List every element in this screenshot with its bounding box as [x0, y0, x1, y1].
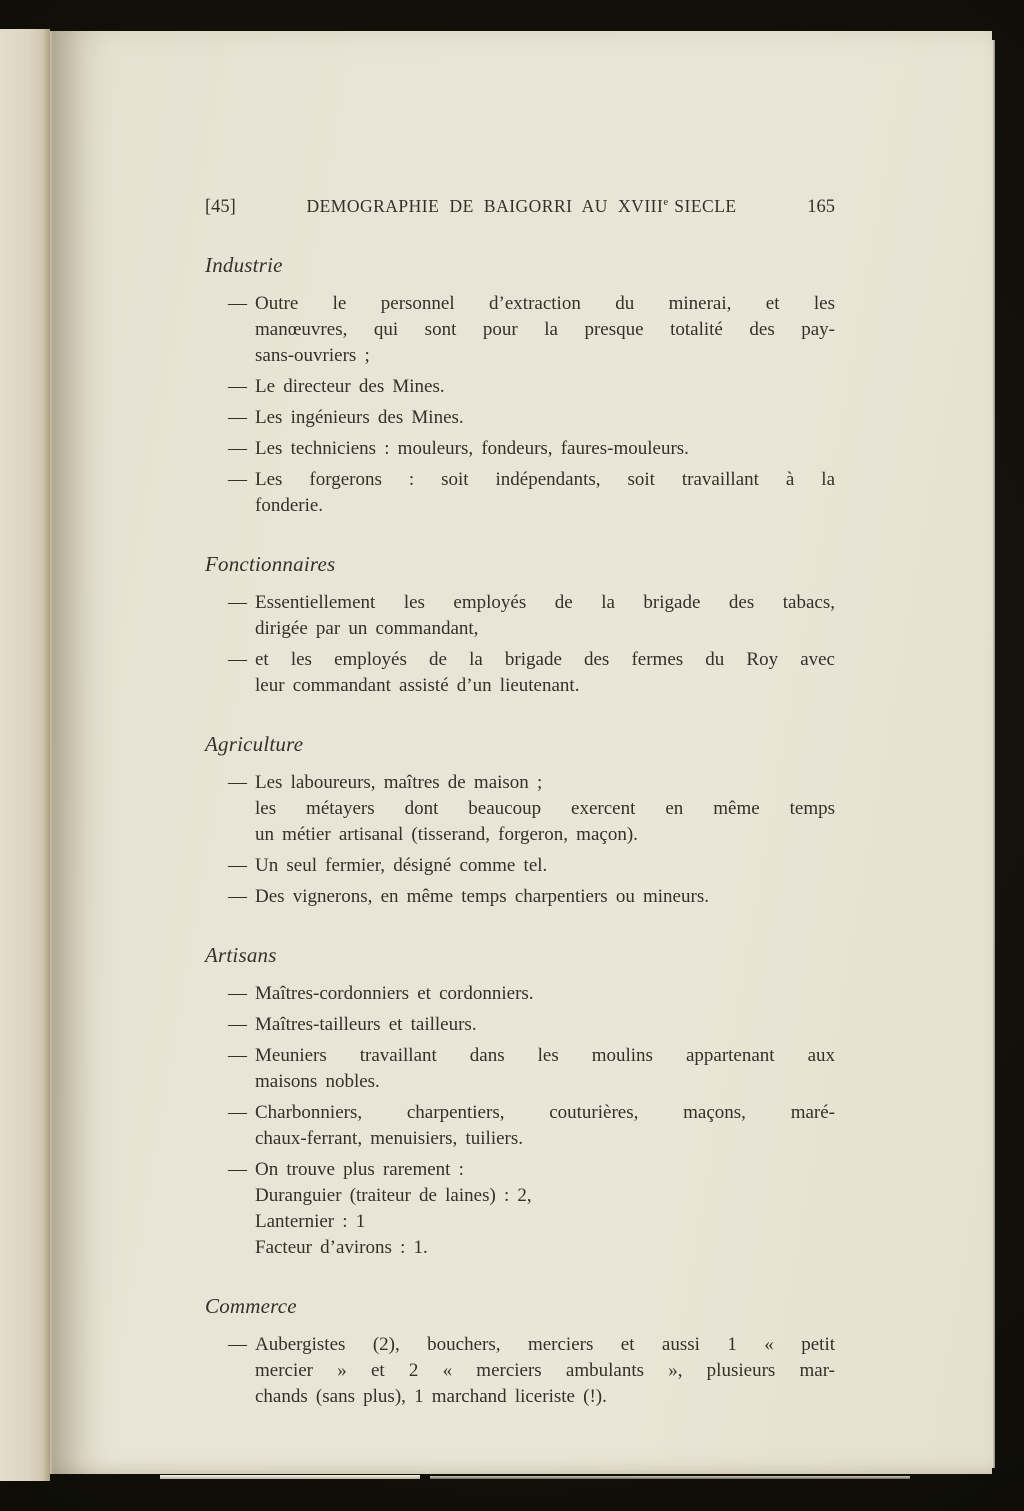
- em-dash: —: [228, 983, 247, 1004]
- page-number: 165: [807, 197, 835, 217]
- list-item: [205, 590, 835, 642]
- em-dash: —: [228, 592, 247, 613]
- page-stack-edge-bottom: [160, 1475, 420, 1479]
- list-item: [205, 374, 835, 400]
- list-item: [205, 1157, 835, 1261]
- list-item: [205, 291, 835, 369]
- list-item: [205, 1012, 835, 1038]
- em-dash: —: [228, 1102, 247, 1123]
- list-item: [205, 1332, 835, 1410]
- em-dash: —: [228, 649, 247, 670]
- list-item: [205, 1100, 835, 1152]
- em-dash: —: [228, 772, 247, 793]
- text-line: Un seul fermier, désigné comme tel.: [255, 855, 548, 876]
- text-line: Facteur d’avirons : 1.: [255, 1237, 428, 1258]
- running-title-text: DEMOGRAPHIE DE BAIGORRI AU XVIII: [306, 196, 664, 216]
- page-content: [205, 193, 835, 1410]
- list-item: [205, 436, 835, 462]
- text-line: mercier » et 2 « merciers ambulants », plusieurs mar-: [255, 1360, 835, 1381]
- text-line: leur commandant assisté d’un lieutenant.: [255, 675, 580, 696]
- running-title-end: SIECLE: [674, 196, 737, 216]
- text-line: Duranguier (traiteur de laines) : 2,: [255, 1185, 532, 1206]
- em-dash: —: [228, 1014, 247, 1035]
- text-line: chaux-ferrant, menuisiers, tuiliers.: [255, 1128, 523, 1149]
- em-dash: —: [228, 293, 247, 314]
- text-line: chands (sans plus), 1 marchand liceriste (!).: [255, 1386, 607, 1407]
- section-heading-fonctionnaires: Fonctionnaires: [205, 552, 336, 576]
- text-line: manœuvres, qui sont pour la presque totalité des pay-: [255, 319, 835, 340]
- running-title-superscript: e: [663, 196, 669, 209]
- text-line: dirigée par un commandant,: [255, 618, 479, 639]
- book-page: [50, 31, 992, 1474]
- text-line: Le directeur des Mines.: [255, 376, 445, 397]
- text-line: Des vignerons, en même temps charpentiers ou mineurs.: [255, 886, 709, 907]
- text-line: fonderie.: [255, 495, 324, 516]
- text-line: maisons nobles.: [255, 1071, 380, 1092]
- facing-page-edge: [0, 29, 50, 1481]
- text-line: Outre le personnel d’extraction du minerai, et les: [255, 293, 835, 314]
- text-line: Aubergistes (2), bouchers, merciers et aussi 1 « petit: [255, 1334, 835, 1355]
- em-dash: —: [228, 855, 247, 876]
- page-header: [205, 193, 835, 220]
- list-item: [205, 981, 835, 1007]
- em-dash: —: [228, 886, 247, 907]
- text-line: Les laboureurs, maîtres de maison ;: [255, 772, 543, 793]
- text-line: Lanternier : 1: [255, 1211, 366, 1232]
- text-line: les métayers dont beaucoup exercent en même temps: [255, 798, 835, 819]
- list-item: [205, 405, 835, 431]
- em-dash: —: [228, 1334, 247, 1355]
- list-item: [205, 467, 835, 519]
- text-line: Maîtres-cordonniers et cordonniers.: [255, 983, 534, 1004]
- section-heading-artisans: Artisans: [205, 943, 277, 967]
- list-item: [205, 853, 835, 879]
- text-line: Les techniciens : mouleurs, fondeurs, faures-mouleurs.: [255, 438, 689, 459]
- text-line: Charbonniers, charpentiers, couturières, maçons, maré-: [255, 1102, 835, 1123]
- text-line: Les forgerons : soit indépendants, soit travaillant à la: [255, 469, 835, 490]
- em-dash: —: [228, 1159, 247, 1180]
- page-stack-edge-bottom-shade: [430, 1476, 910, 1479]
- text-line: et les employés de la brigade des fermes du Roy avec: [255, 649, 835, 670]
- list-item: [205, 647, 835, 699]
- list-item: [205, 770, 835, 848]
- em-dash: —: [228, 376, 247, 397]
- list-item: [205, 884, 835, 910]
- em-dash: —: [228, 1045, 247, 1066]
- text-line: Meuniers travaillant dans les moulins appartenant aux: [255, 1045, 835, 1066]
- section-heading-industrie: Industrie: [205, 253, 283, 277]
- list-item: [205, 1043, 835, 1095]
- text-line: un métier artisanal (tisserand, forgeron, maçon).: [255, 824, 638, 845]
- text-line: Maîtres-tailleurs et tailleurs.: [255, 1014, 477, 1035]
- em-dash: —: [228, 438, 247, 459]
- text-line: Essentiellement les employés de la brigade des tabacs,: [255, 592, 835, 613]
- section-heading-agriculture: Agriculture: [205, 732, 304, 756]
- header-bracket-number: [45]: [205, 197, 236, 217]
- em-dash: —: [228, 469, 247, 490]
- running-title: [306, 193, 736, 219]
- section-heading-commerce: Commerce: [205, 1294, 297, 1318]
- text-line: Les ingénieurs des Mines.: [255, 407, 464, 428]
- text-line: On trouve plus rarement :: [255, 1159, 464, 1180]
- text-line: sans-ouvriers ;: [255, 345, 370, 366]
- em-dash: —: [228, 407, 247, 428]
